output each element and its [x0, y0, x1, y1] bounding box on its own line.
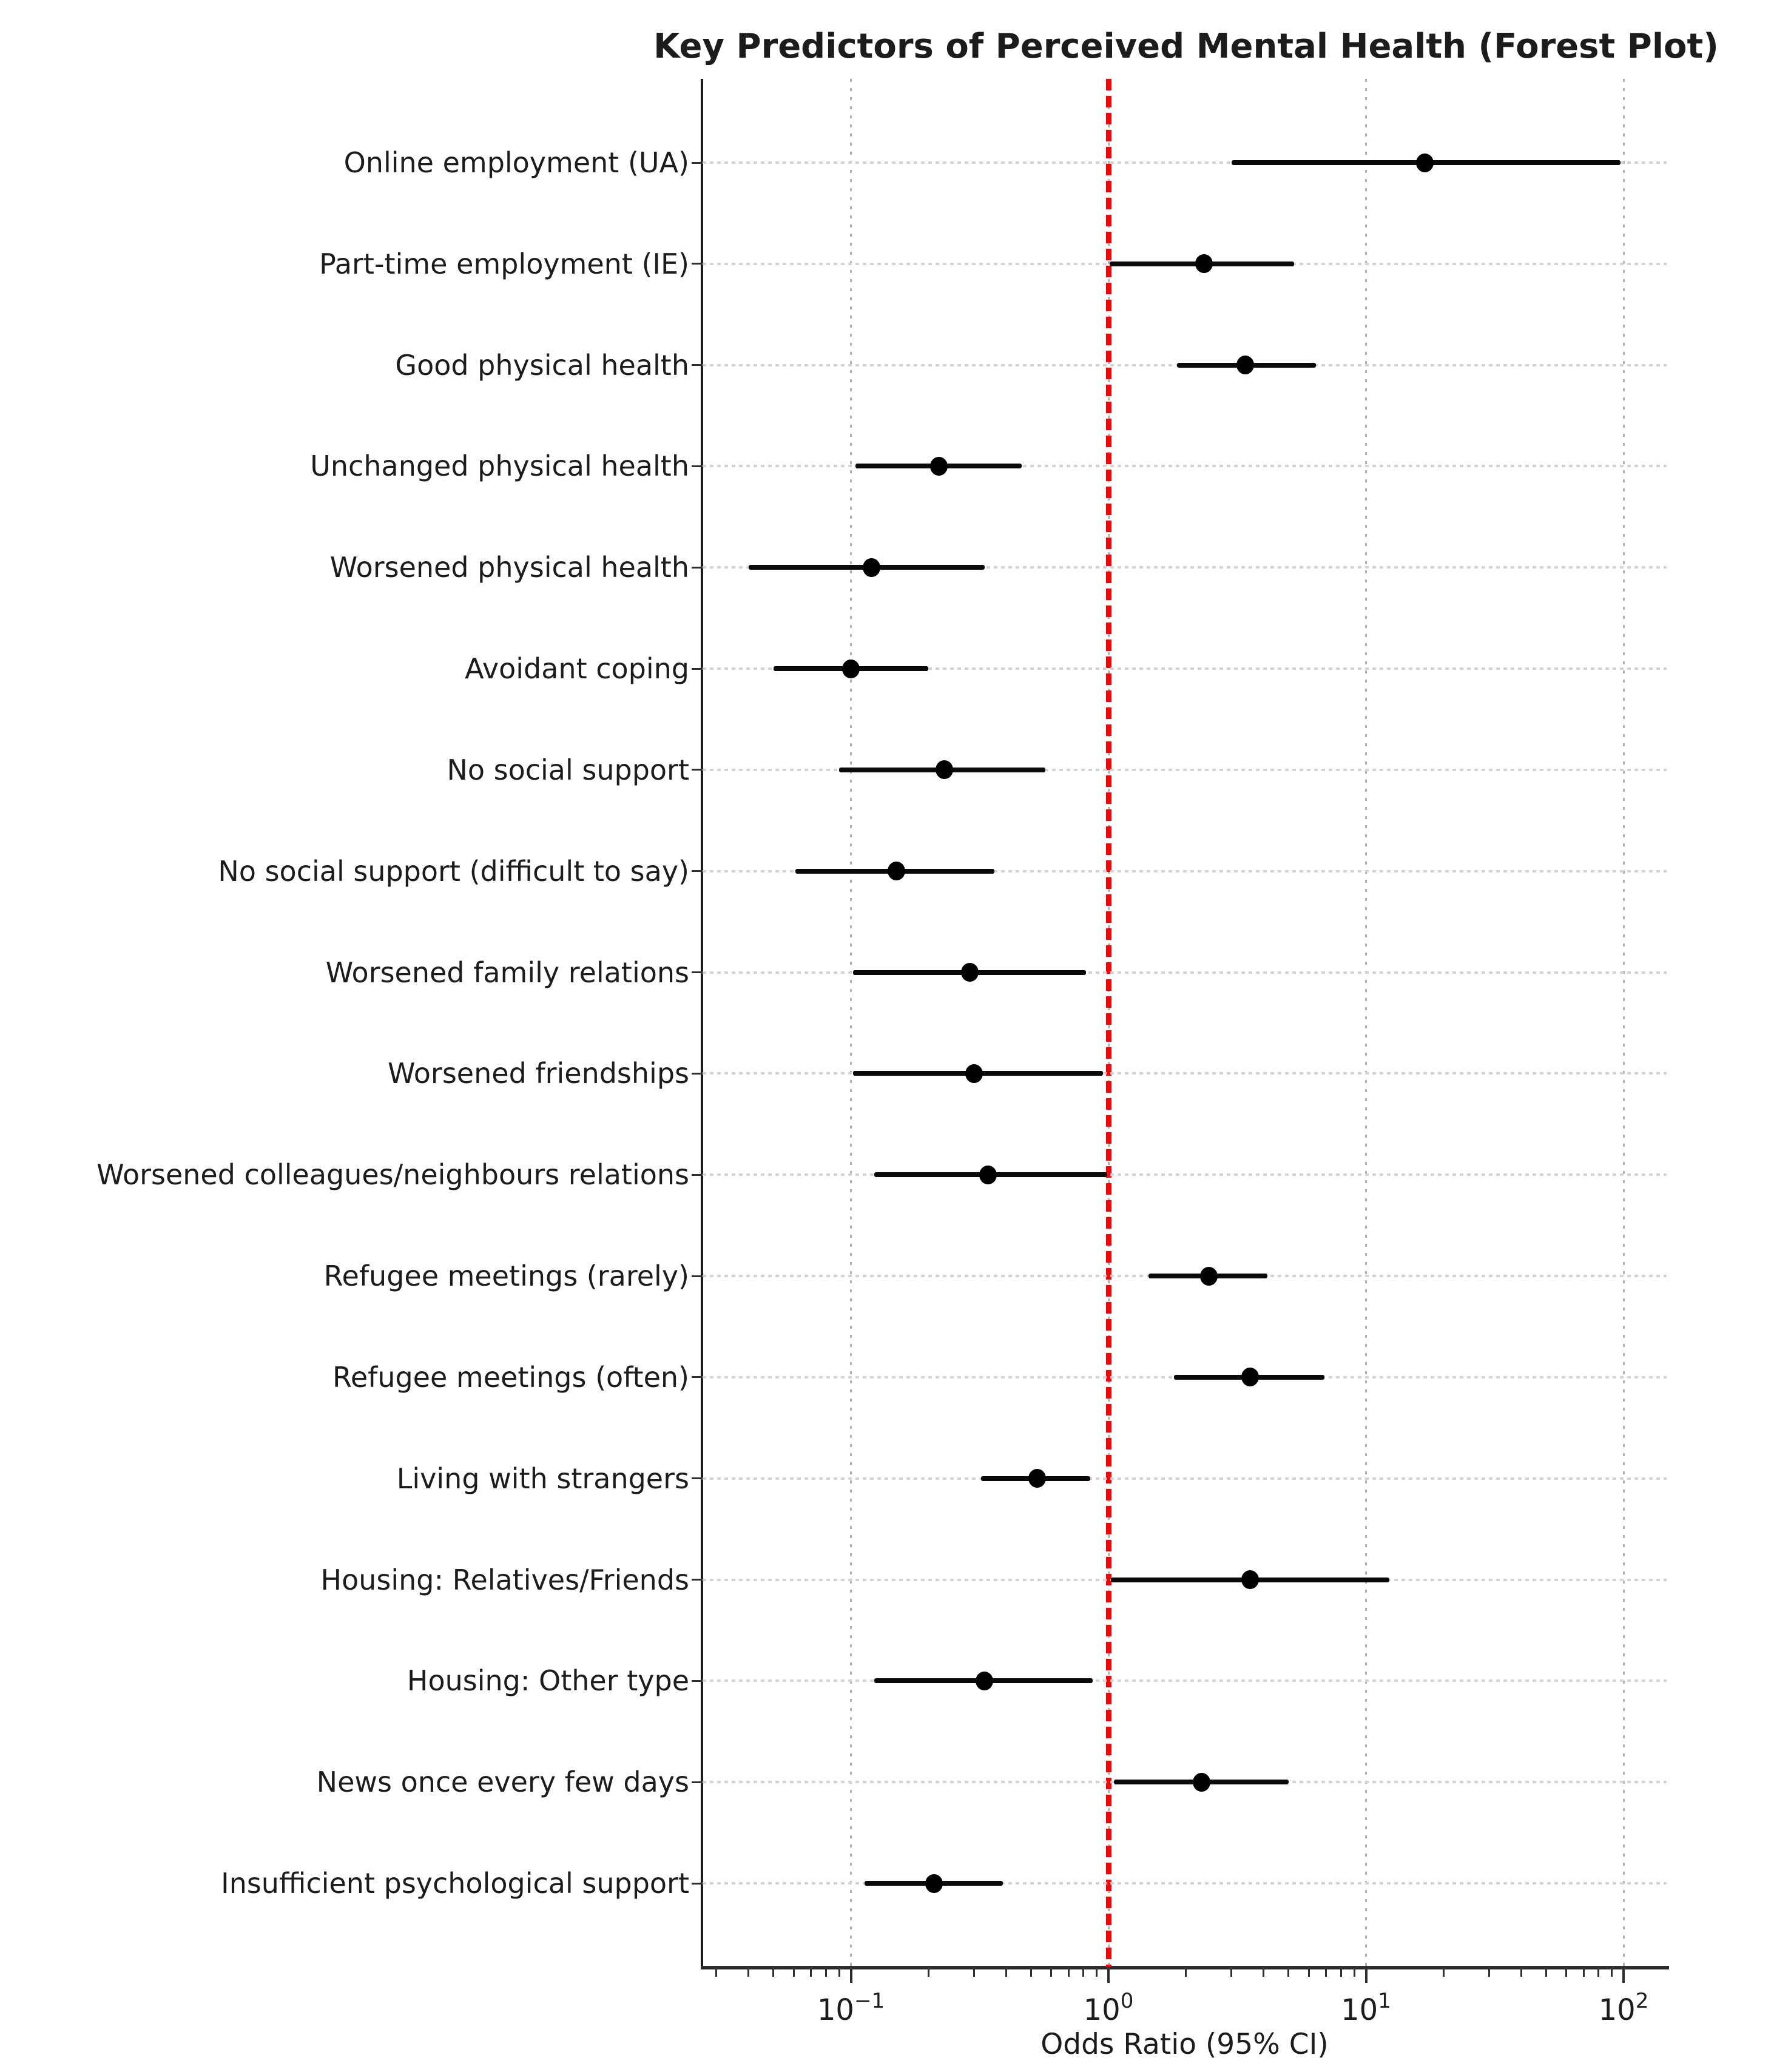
chart-title: Key Predictors of Perceived Mental Health (Forest Plot)	[653, 27, 1719, 66]
y-tick	[692, 1073, 702, 1075]
x-minor-tick	[1325, 1969, 1327, 1977]
odds-ratio-marker	[1241, 1368, 1259, 1386]
category-label: Good physical health	[395, 348, 689, 382]
y-tick	[692, 162, 702, 164]
decade-gridline	[850, 79, 852, 1967]
x-major-tick	[1365, 1969, 1368, 1983]
y-tick	[692, 1883, 702, 1885]
category-label: Worsened friendships	[388, 1057, 689, 1090]
x-minor-tick	[1340, 1969, 1342, 1977]
odds-ratio-marker	[1195, 254, 1213, 273]
y-tick	[692, 870, 702, 872]
x-minor-tick	[715, 1969, 717, 1977]
category-label: Insufficient psychological support	[221, 1867, 689, 1900]
y-tick	[692, 1680, 702, 1682]
category-label: Housing: Other type	[406, 1664, 689, 1698]
x-minor-tick	[1005, 1969, 1007, 1977]
y-tick	[692, 567, 702, 569]
category-label: Unchanged physical health	[310, 450, 689, 483]
category-label: Living with strangers	[396, 1462, 689, 1495]
category-label: Worsened colleagues/neighbours relations	[96, 1158, 689, 1192]
category-label: Worsened physical health	[329, 551, 689, 584]
odds-ratio-marker	[965, 1064, 983, 1083]
row-guide	[703, 1072, 1667, 1075]
x-minor-tick	[1030, 1969, 1032, 1977]
x-minor-tick	[1443, 1969, 1445, 1977]
x-minor-tick	[793, 1969, 795, 1977]
category-label: News once every few days	[316, 1766, 689, 1799]
x-tick-label: $10^0$	[1083, 1989, 1134, 2027]
y-tick	[692, 769, 702, 771]
y-tick	[692, 668, 702, 670]
y-tick	[692, 1781, 702, 1783]
x-minor-tick	[1096, 1969, 1098, 1977]
row-guide	[703, 1477, 1667, 1480]
odds-ratio-marker	[961, 963, 979, 982]
x-minor-tick	[1230, 1969, 1232, 1977]
category-label: Part-time employment (IE)	[319, 247, 689, 280]
odds-ratio-marker	[930, 457, 948, 476]
x-minor-tick	[772, 1969, 774, 1977]
row-guide	[703, 971, 1667, 974]
odds-ratio-marker	[1193, 1773, 1210, 1792]
category-label: No social support	[447, 753, 689, 786]
x-major-tick	[1107, 1969, 1110, 1983]
x-minor-tick	[1583, 1969, 1585, 1977]
odds-ratio-marker	[1236, 356, 1254, 374]
odds-ratio-marker	[842, 660, 860, 678]
odds-ratio-marker	[1028, 1469, 1046, 1488]
odds-ratio-marker	[979, 1166, 997, 1184]
y-tick	[692, 1275, 702, 1277]
category-label: Refugee meetings (often)	[332, 1360, 689, 1394]
x-minor-tick	[1488, 1969, 1490, 1977]
odds-ratio-marker	[1200, 1267, 1218, 1286]
x-minor-tick	[1263, 1969, 1264, 1977]
category-label: Online employment (UA)	[343, 146, 689, 179]
y-tick	[692, 971, 702, 973]
y-tick	[692, 364, 702, 366]
category-label: Housing: Relatives/Friends	[320, 1563, 689, 1596]
row-guide	[703, 1679, 1667, 1682]
x-minor-tick	[747, 1969, 749, 1977]
decade-gridline	[1365, 79, 1367, 1967]
y-tick	[692, 263, 702, 265]
odds-ratio-marker	[863, 558, 880, 577]
odds-ratio-marker	[888, 862, 905, 880]
x-minor-tick	[1354, 1969, 1355, 1977]
x-tick-label: $10^{-1}$	[817, 1989, 885, 2027]
y-tick	[692, 465, 702, 467]
odds-ratio-marker	[936, 760, 953, 779]
odds-ratio-marker	[925, 1874, 943, 1893]
category-label: Avoidant coping	[465, 652, 689, 686]
x-minor-tick	[1545, 1969, 1547, 1977]
decade-gridline	[1623, 79, 1625, 1967]
category-label: No social support (difficult to say)	[218, 854, 689, 888]
odds-ratio-marker	[1241, 1570, 1259, 1589]
x-minor-tick	[1597, 1969, 1599, 1977]
row-guide	[703, 465, 1667, 467]
x-tick-label: $10^2$	[1598, 1989, 1649, 2027]
row-guide	[703, 1173, 1667, 1176]
x-minor-tick	[1050, 1969, 1052, 1977]
x-minor-tick	[810, 1969, 812, 1977]
plot-area	[703, 79, 1667, 1967]
reference-line-or-1	[1106, 79, 1111, 1967]
category-label: Refugee meetings (rarely)	[323, 1260, 689, 1293]
x-major-tick	[850, 1969, 852, 1983]
x-minor-tick	[1611, 1969, 1613, 1977]
y-tick	[692, 1174, 702, 1176]
x-minor-tick	[825, 1969, 827, 1977]
x-minor-tick	[973, 1969, 975, 1977]
y-tick	[692, 1376, 702, 1378]
x-minor-tick	[1565, 1969, 1567, 1977]
x-minor-tick	[1068, 1969, 1070, 1977]
x-minor-tick	[928, 1969, 929, 1977]
x-minor-tick	[1520, 1969, 1522, 1977]
y-tick	[692, 1579, 702, 1581]
x-minor-tick	[1287, 1969, 1289, 1977]
x-minor-tick	[838, 1969, 840, 1977]
x-minor-tick	[1185, 1969, 1187, 1977]
row-guide	[703, 1882, 1667, 1885]
x-major-tick	[1622, 1969, 1625, 1983]
category-label: Worsened family relations	[325, 956, 689, 989]
x-minor-tick	[1082, 1969, 1084, 1977]
y-tick	[692, 1477, 702, 1479]
odds-ratio-marker	[976, 1672, 993, 1690]
x-minor-tick	[1308, 1969, 1310, 1977]
x-tick-label: $10^1$	[1341, 1989, 1391, 2027]
x-axis-label: Odds Ratio (95% CI)	[1040, 2028, 1329, 2061]
odds-ratio-marker	[1416, 154, 1434, 172]
